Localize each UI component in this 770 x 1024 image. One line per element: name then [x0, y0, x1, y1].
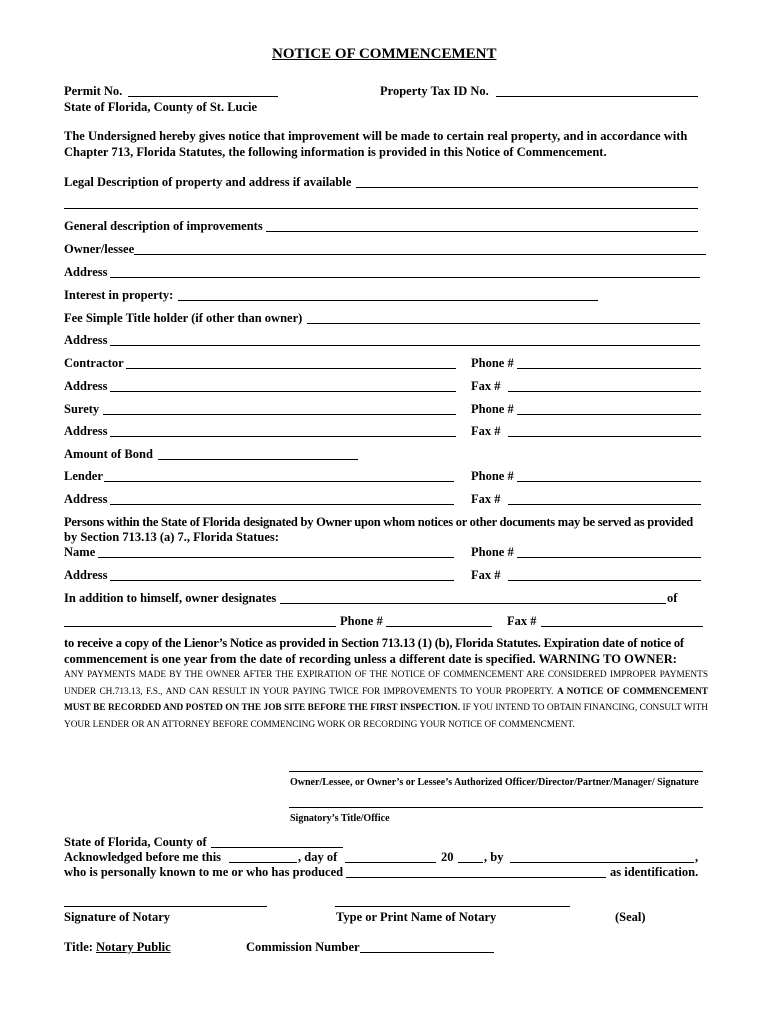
interest-label: Interest in property: — [64, 288, 174, 302]
lender-fax-label: Fax # — [471, 492, 501, 506]
designates-phone-field[interactable] — [386, 626, 492, 627]
ack-day-field[interactable] — [229, 862, 297, 863]
notary-seal-label: (Seal) — [615, 910, 646, 924]
fee-simple-address-label: Address — [64, 333, 108, 347]
owner-address-field[interactable] — [110, 277, 700, 278]
notary-name-line[interactable] — [335, 906, 570, 907]
warning-text-3: IF YOU INTEND TO OBTAIN FINANCING, CONSULT WITH YOUR LENDER OR AN ATTORNEY BEFORE COMMENCING WORK OR RECORDING YOUR NOTICE OF COMMENCMENT. — [64, 703, 708, 730]
notary-title-label: Title: — [64, 940, 93, 954]
ack-county-label: State of Florida, County of — [64, 835, 207, 849]
designee-phone-field[interactable] — [517, 557, 701, 558]
fee-simple-field[interactable] — [307, 323, 700, 324]
general-description-label: General description of improvements — [64, 219, 263, 233]
document-title: NOTICE OF COMMENCEMENT — [272, 46, 497, 62]
legal-description-field[interactable] — [356, 187, 698, 188]
designee-address-label: Address — [64, 568, 108, 582]
designates-of-field[interactable] — [64, 626, 336, 627]
designates-field[interactable] — [280, 603, 666, 604]
warning-text-2: A NOTICE OF COMMENCEMENT MUST BE RECORDED AND POSTED ON THE JOB SITE BEFORE THE FIRST INSPECTION. — [64, 686, 709, 713]
ack-known: who is personally known to me or who has produced — [64, 865, 344, 879]
permit-field[interactable] — [128, 96, 278, 97]
ack-year-field[interactable] — [458, 862, 483, 863]
designee-fax-label: Fax # — [471, 568, 501, 582]
surety-fax-label: Fax # — [471, 424, 501, 438]
designates-fax-field[interactable] — [541, 626, 703, 627]
state-county-text: State of Florida, County of St. Lucie — [64, 100, 258, 114]
signatory-title-line[interactable] — [289, 807, 703, 808]
ack-county-field[interactable] — [211, 847, 343, 848]
notary-signature-label: Signature of Notary — [64, 910, 171, 924]
persons-line-2: by Section 713.13 (a) 7., Florida Statues: — [64, 530, 279, 544]
designates-fax-label: Fax # — [507, 614, 537, 628]
lender-address-field[interactable] — [110, 504, 454, 505]
contractor-fax-label: Fax # — [471, 379, 501, 393]
lender-phone-field[interactable] — [517, 481, 701, 482]
owner-address-label: Address — [64, 265, 108, 279]
contractor-fax-field[interactable] — [508, 391, 701, 392]
surety-field[interactable] — [103, 414, 456, 415]
legal-description-label: Legal Description of property and address if available — [64, 175, 352, 189]
contractor-phone-field[interactable] — [517, 368, 701, 369]
designates-label: In addition to himself, owner designates — [64, 591, 277, 605]
lienor-line-1: to receive a copy of the Lienor’s Notice as provided in Section 713.13 (1) (b), Florida Statutes. Expiration date of notice of — [64, 636, 684, 650]
notary-title-value: Notary Public — [96, 940, 171, 954]
intro-line-1: The Undersigned hereby gives notice that improvement will be made to certain real property, and in accordance with — [64, 129, 688, 143]
lienor-line-2: commencement is one year from the date of recording unless a different date is specified. WARNING TO OWNER: — [64, 652, 677, 666]
notary-name-label: Type or Print Name of Notary — [336, 910, 497, 924]
lender-field[interactable] — [104, 481, 454, 482]
surety-address-label: Address — [64, 424, 108, 438]
intro-line-2: Chapter 713, Florida Statutes, the following information is provided in this Notice of Commencement. — [64, 145, 607, 159]
designates-of: of — [667, 591, 678, 605]
lender-phone-label: Phone # — [471, 469, 514, 483]
surety-fax-field[interactable] — [508, 436, 701, 437]
ack-month-field[interactable] — [345, 862, 436, 863]
warning-text-1: ANY PAYMENTS MADE BY THE OWNER AFTER THE EXPIRATION OF THE NOTICE OF COMMENCEMENT ARE CONSIDERED IMPROPER PAYMENTS UNDER CH.713.13, F.S., AND CAN RESULT IN YOUR PAYING TWICE FOR IMPROVEMENTS TO YOUR PROPERTY. — [64, 670, 708, 697]
owner-signature-caption: Owner/Lessee, or Owner’s or Lessee’s Authorized Officer/Director/Partner/Manager/ Signature — [290, 777, 699, 788]
ack-identification: as identification. — [610, 865, 699, 879]
signatory-title-caption: Signatory’s Title/Office — [290, 813, 390, 824]
lender-label: Lender — [64, 469, 103, 483]
ack-day-of: , day of — [298, 850, 338, 864]
legal-description-field-2[interactable] — [64, 208, 698, 209]
contractor-address-label: Address — [64, 379, 108, 393]
owner-lessee-label: Owner/lessee — [64, 242, 135, 256]
amount-of-bond-label: Amount of Bond — [64, 447, 153, 461]
tax-id-field[interactable] — [496, 96, 698, 97]
contractor-phone-label: Phone # — [471, 356, 514, 370]
tax-id-label: Property Tax ID No. — [380, 84, 489, 98]
designee-phone-label: Phone # — [471, 545, 514, 559]
surety-address-field[interactable] — [110, 436, 456, 437]
contractor-address-field[interactable] — [110, 391, 456, 392]
designee-name-label: Name — [64, 545, 96, 559]
ack-comma: , — [695, 850, 699, 864]
surety-phone-label: Phone # — [471, 402, 514, 416]
warning-paragraph — [64, 667, 708, 733]
permit-label: Permit No. — [64, 84, 123, 98]
amount-of-bond-field[interactable] — [158, 459, 358, 460]
owner-signature-line[interactable] — [289, 771, 703, 772]
designee-address-field[interactable] — [110, 580, 454, 581]
fee-simple-label: Fee Simple Title holder (if other than owner) — [64, 311, 303, 325]
designee-fax-field[interactable] — [508, 580, 701, 581]
designee-name-field[interactable] — [98, 557, 454, 558]
surety-phone-field[interactable] — [517, 414, 701, 415]
commission-number-label: Commission Number — [246, 940, 360, 954]
ack-prefix: Acknowledged before me this — [64, 850, 222, 864]
contractor-field[interactable] — [126, 368, 456, 369]
lender-address-label: Address — [64, 492, 108, 506]
designates-phone-label: Phone # — [340, 614, 383, 628]
ack-by: , by — [484, 850, 504, 864]
notary-signature-line[interactable] — [64, 906, 267, 907]
ack-year-prefix: 20 — [441, 850, 454, 864]
owner-lessee-field[interactable] — [134, 254, 706, 255]
fee-simple-address-field[interactable] — [110, 345, 700, 346]
ack-by-field[interactable] — [510, 862, 694, 863]
interest-field[interactable] — [178, 300, 598, 301]
ack-identification-field[interactable] — [346, 877, 606, 878]
commission-number-field[interactable] — [360, 952, 494, 953]
surety-label: Surety — [64, 402, 100, 416]
general-description-field[interactable] — [266, 231, 698, 232]
lender-fax-field[interactable] — [508, 504, 701, 505]
contractor-label: Contractor — [64, 356, 124, 370]
persons-line-1: Persons within the State of Florida designated by Owner upon whom notices or other documents may be served as provided — [64, 515, 693, 529]
